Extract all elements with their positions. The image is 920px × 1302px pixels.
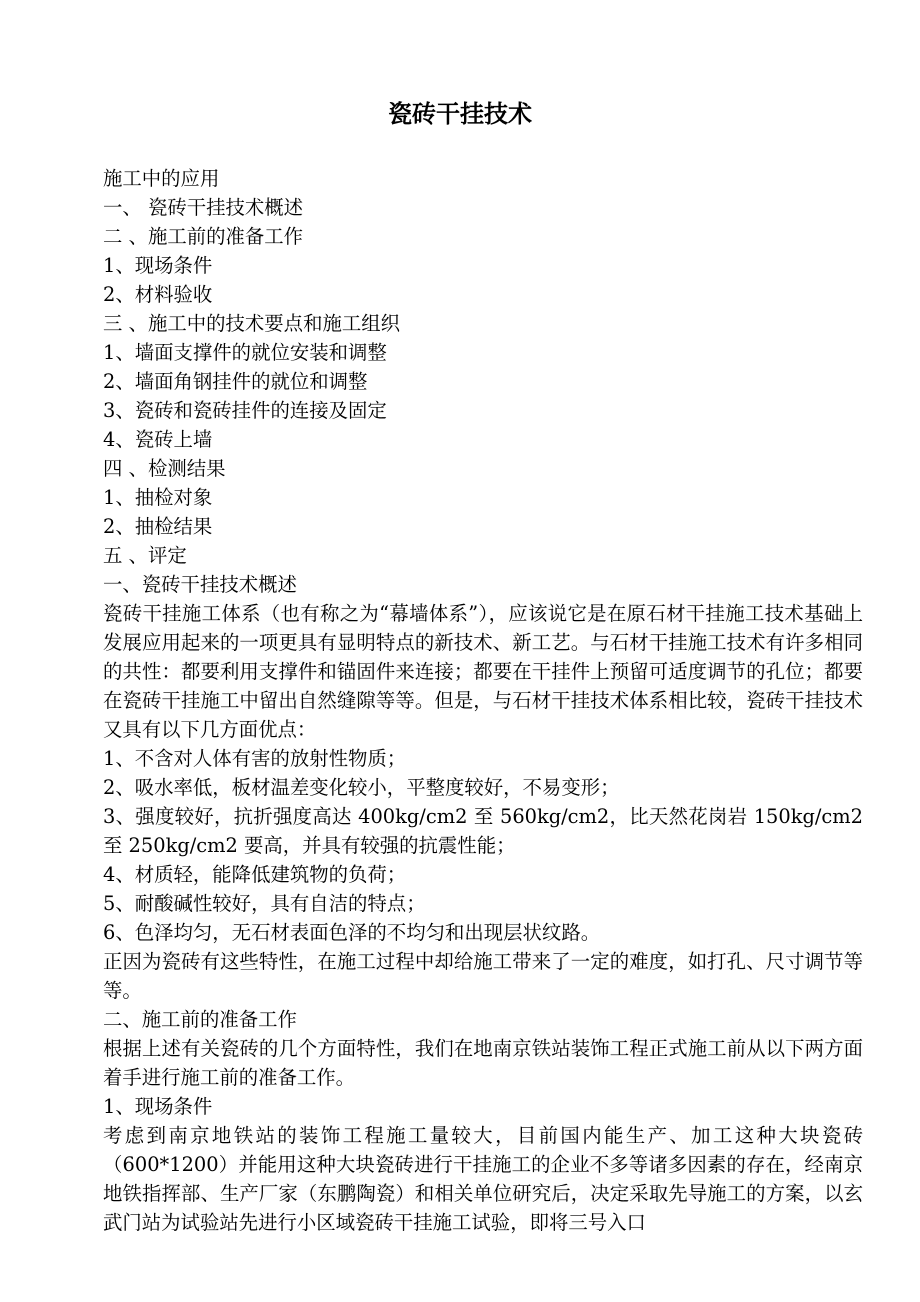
advantage-item: 6、色泽均匀，无石材表面色泽的不均匀和出现层状纹路。 xyxy=(103,921,601,944)
outline-line: 1、墙面支撑件的就位安装和调整 xyxy=(103,341,387,364)
outline-line: 施工中的应用 xyxy=(103,167,220,190)
subsection-heading: 1、现场条件 xyxy=(103,1095,213,1118)
outline-line: 2、材料验收 xyxy=(103,283,213,306)
outline-line: 1、现场条件 xyxy=(103,254,213,277)
advantage-item: 5、耐酸碱性较好，具有自洁的特点； xyxy=(103,892,426,915)
section-heading: 一、瓷砖干挂技术概述 xyxy=(103,573,297,596)
outline-line: 4、瓷砖上墙 xyxy=(103,428,213,451)
outline-line: 1、抽检对象 xyxy=(103,486,213,509)
outline-line: 二 、施工前的准备工作 xyxy=(103,225,304,248)
document-body xyxy=(103,164,863,1237)
paragraph-overview: 瓷砖干挂施工体系（也有称之为“幕墙体系”），应该说它是在原石材干挂施工技术基础上发展应用起来的一项更具有显明特点的新技术、新工艺。与石材干挂施工技术有许多相同的共性：都要利用支撑件和锚固件来连接；都要在干挂件上预留可适度调节的孔位；都要在瓷砖干挂施工中留出自然缝隙等等。但是，与石材干挂技术体系相比较，瓷砖干挂技术又具有以下几方面优点： xyxy=(103,602,863,741)
outline-line: 3、瓷砖和瓷砖挂件的连接及固定 xyxy=(103,399,387,422)
paragraph-site-conditions: 考虑到南京地铁站的装饰工程施工量较大，目前国内能生产、加工这种大块瓷砖（600*1200）并能用这种大块瓷砖进行干挂施工的企业不多等诸多因素的存在，经南京地铁指挥部、生产厂家（东鹏陶瓷）和相关单位研究后，决定采取先导施工的方案，以玄武门站为试验站先进行小区域瓷砖干挂施工试验，即将三号入口 xyxy=(103,1124,863,1234)
paragraph-difficulty: 正因为瓷砖有这些特性，在施工过程中却给施工带来了一定的难度，如打孔、尺寸调节等等。 xyxy=(103,950,863,1002)
document-title: 瓷砖干挂技术 xyxy=(388,100,532,128)
section-heading: 二、施工前的准备工作 xyxy=(103,1008,297,1031)
paragraph-preparation: 根据上述有关瓷砖的几个方面特性，我们在地南京铁站装饰工程正式施工前从以下两方面着手进行施工前的准备工作。 xyxy=(103,1037,863,1089)
outline-line: 三 、施工中的技术要点和施工组织 xyxy=(103,312,401,335)
advantage-item: 1、不含对人体有害的放射性物质； xyxy=(103,747,407,770)
advantage-item: 2、吸水率低，板材温差变化较小，平整度较好，不易变形； xyxy=(103,776,620,799)
advantage-item: 3、强度较好，抗折强度高达 400kg/cm2 至 560kg/cm2，比天然花岗岩 150kg/cm2 至 250kg/cm2 要高，并具有较强的抗震性能； xyxy=(103,805,863,857)
outline-line: 一、 瓷砖干挂技术概述 xyxy=(103,196,304,219)
outline-line: 四 、检测结果 xyxy=(103,457,226,480)
outline-line: 2、墙面角钢挂件的就位和调整 xyxy=(103,370,368,393)
outline-line: 2、抽检结果 xyxy=(103,515,213,538)
outline-line: 五 、评定 xyxy=(103,544,187,567)
advantage-item: 4、材质轻，能降低建筑物的负荷； xyxy=(103,863,407,886)
